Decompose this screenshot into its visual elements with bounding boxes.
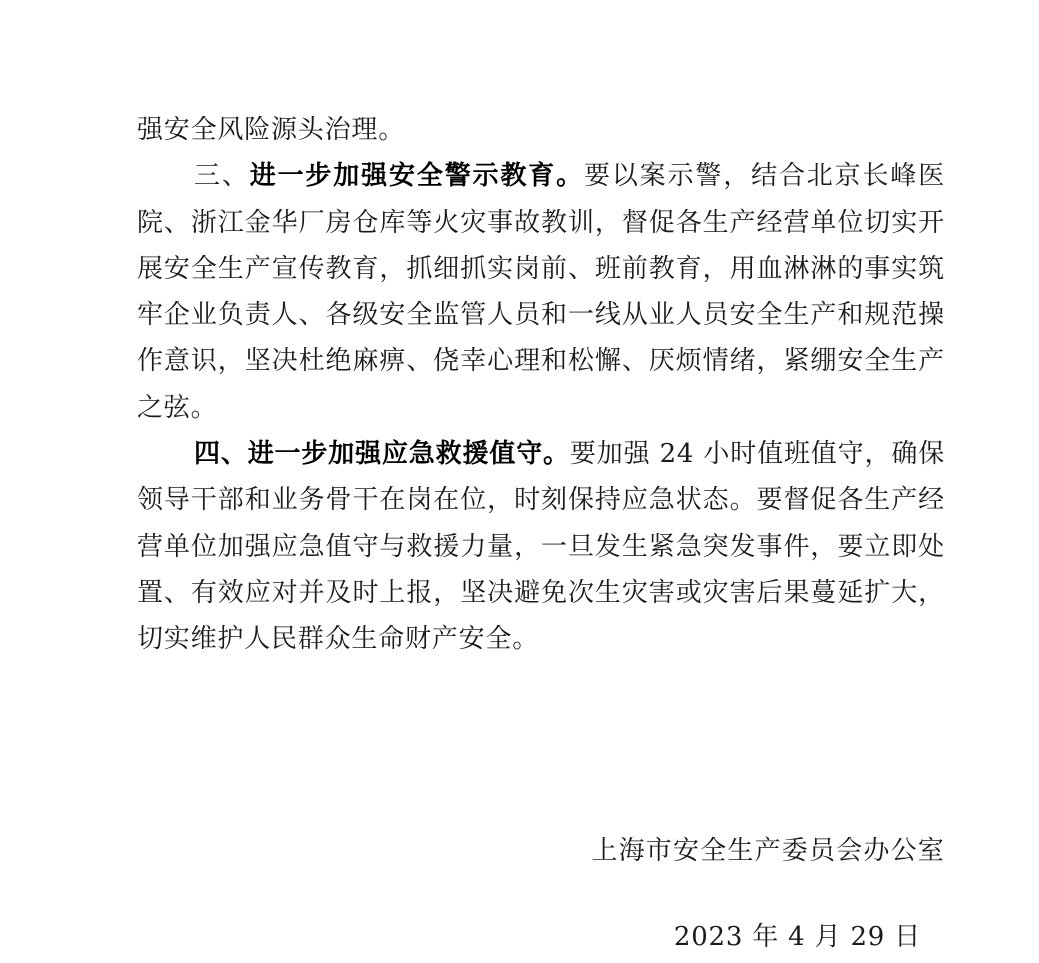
document-body (137, 107, 945, 663)
intro-paragraph-tail (137, 107, 945, 153)
section-3-paragraph (137, 153, 945, 431)
section-4-heading: 四、进一步加强应急救援值守。 (194, 439, 570, 470)
section-3-heading: 进一步加强安全警示教育。 (249, 161, 584, 192)
intro-tail-text: 强安全风险源头治理。 (137, 115, 406, 145)
issue-date: 2023 年 4 月 29 日 (673, 922, 921, 952)
section-3-prefix: 三、 (194, 161, 250, 192)
section-3-body: 要以案示警，结合北京长峰医院、浙江金华厂房仓库等火灾事故教训，督促各生产经营单位切实开展安全生产宣传教育，抓细抓实岗前、班前教育，用血淋淋的事实筑牢企业负责人、各级安全监管人员和一线从业人员安全生产和规范操作意识，坚决杜绝麻痹、侥幸心理和松懈、厌烦情绪，紧绷安全生产之弦。 (137, 161, 946, 423)
issuing-office-signature: 上海市安全生产委员会办公室 (591, 836, 945, 866)
section-4-paragraph (137, 431, 945, 662)
section-4-body: 要加强 24 小时值班值守，确保领导干部和业务骨干在岗在位，时刻保持应急状态。要督促各生产经营单位加强应急值守与救援力量，一旦发生紧急突发事件，要立即处置、有效应对并及时上报，坚决避免次生灾害或灾害后果蔓延扩大，切实维护人民群众生命财产安全。 (137, 439, 945, 655)
